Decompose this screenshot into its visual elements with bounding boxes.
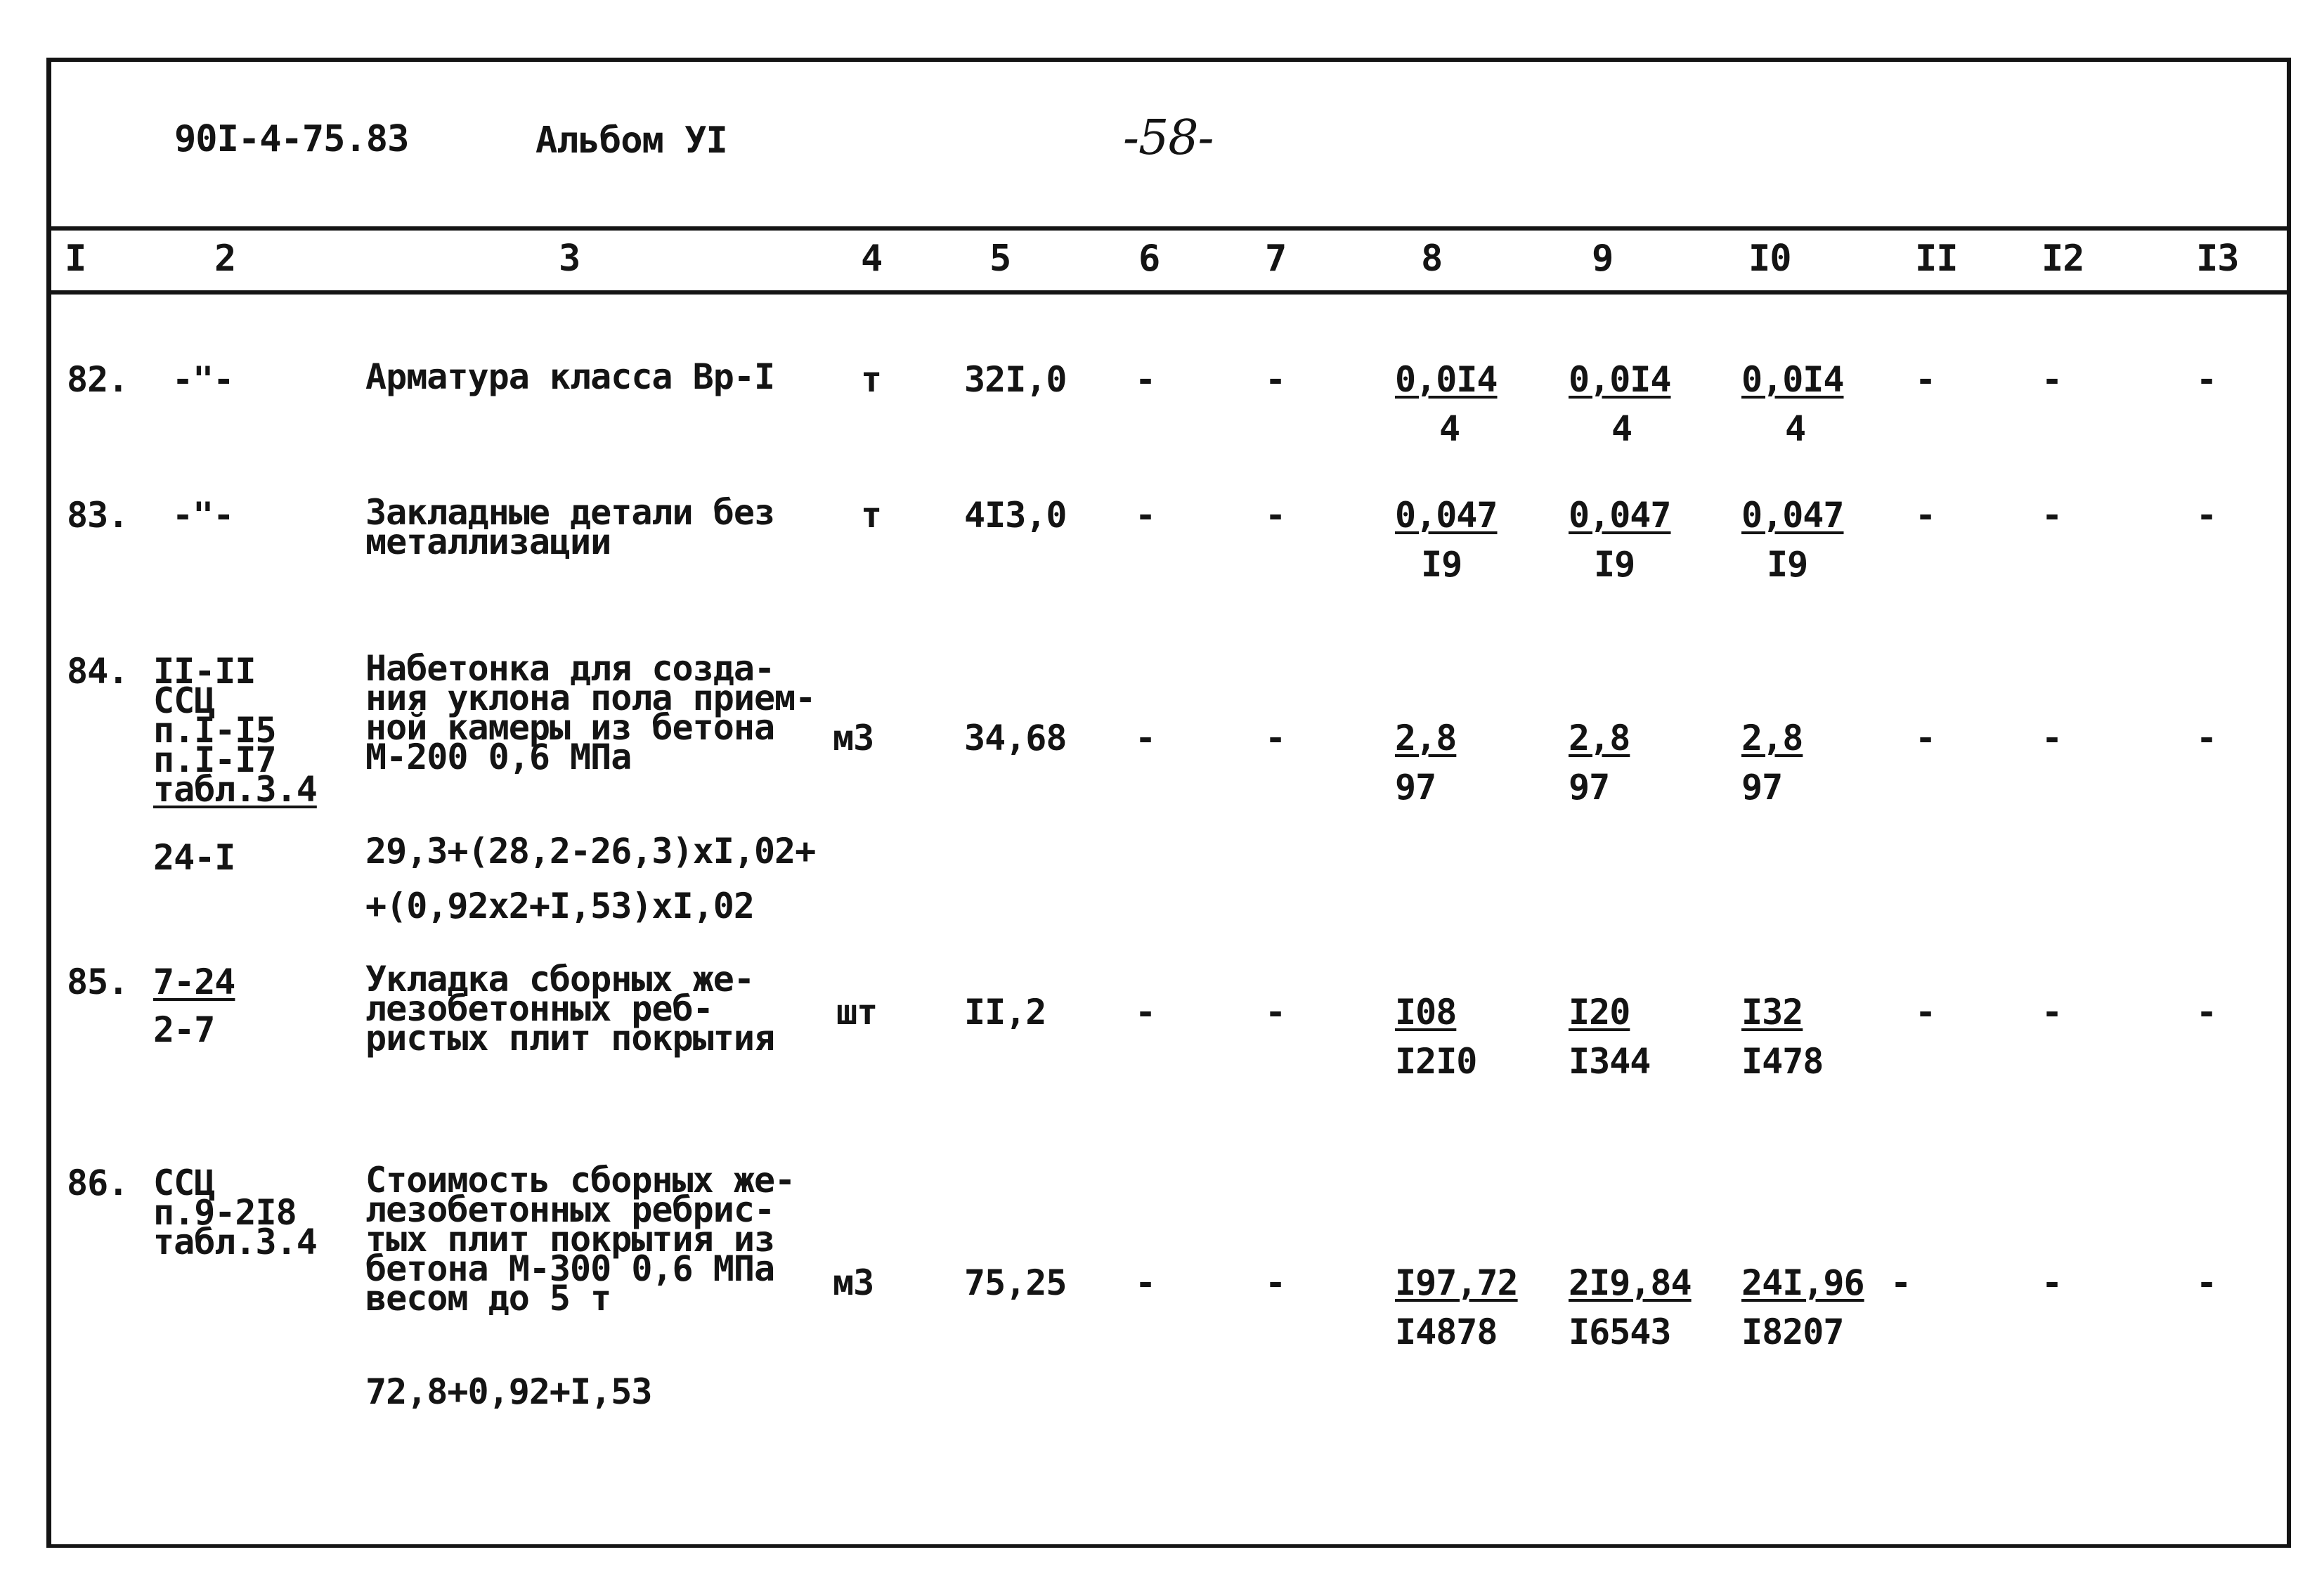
col13-value: - [2196, 1262, 2217, 1303]
col8-top: I08 [1395, 992, 1457, 1033]
col9-bottom: 4 [1611, 408, 1632, 449]
col13-value: - [2196, 992, 2217, 1033]
description: Стоимость сборных же- лезобетонных ребрис- тых плит покрытия из бетона М-300 0,6 МПа весом до 5 т [365, 1160, 796, 1319]
col10-bottom: 4 [1785, 408, 1806, 449]
calculation: 29,3+(28,2-26,3)хI,02+ +(0,92х2+I,53)хI,02 [365, 831, 816, 926]
ref-line: ССЦ [153, 680, 215, 721]
col10-top: 0,0I4 [1741, 359, 1844, 400]
col8-top: 0,047 [1395, 495, 1498, 536]
colnum-10: I0 [1748, 238, 1791, 280]
col9-top: 0,047 [1569, 495, 1671, 536]
header-rule-top [46, 226, 2291, 231]
col12-value: - [2041, 495, 2063, 536]
colnum-7: 7 [1265, 238, 1287, 280]
unit: т [861, 359, 882, 400]
description: Закладные детали без металлизации [365, 492, 775, 562]
ref-line-denominator: 2-7 [153, 1009, 215, 1050]
colnum-13: I3 [2196, 238, 2239, 280]
quantity: 32I,0 [964, 359, 1067, 400]
col10-bottom: I8207 [1741, 1312, 1844, 1352]
col8-top: 2,8 [1395, 718, 1457, 758]
col9-top: 2I9,84 [1569, 1262, 1692, 1303]
colnum-1: I [65, 238, 86, 280]
colnum-12: I2 [2041, 238, 2084, 280]
page-number: -58- [1123, 110, 1214, 166]
col12-value: - [2041, 992, 2063, 1033]
description: Арматура класса Вр-I [365, 356, 775, 397]
col10-bottom: I478 [1741, 1041, 1824, 1082]
row-number: 85. [67, 962, 129, 1002]
col10-top: 24I,96 [1741, 1262, 1864, 1303]
row-number: 83. [67, 495, 129, 536]
ref-line: ССЦ [153, 1163, 215, 1203]
col7-value: - [1265, 992, 1286, 1033]
colnum-11: II [1915, 238, 1958, 280]
col13-value: - [2196, 495, 2217, 536]
col9-top: I20 [1569, 992, 1630, 1033]
unit: шт [836, 992, 878, 1033]
col11-value: - [1890, 1262, 1911, 1303]
header-rule-bottom [46, 290, 2291, 295]
col7-value: - [1265, 718, 1286, 758]
doc-code: 90I-4-75.83 [174, 118, 409, 160]
col13-value: - [2196, 359, 2217, 400]
quantity: 34,68 [964, 718, 1067, 758]
col6-value: - [1135, 992, 1156, 1033]
description: Набетонка для созда- ния уклона пола прием- ной камеры из бетона М-200 0,6 МПа [365, 648, 816, 777]
col8-bottom: I9 [1421, 544, 1462, 585]
col8-bottom: 4 [1439, 408, 1460, 449]
col12-value: - [2041, 359, 2063, 400]
ref-line-numerator: табл.3.4 [153, 769, 317, 810]
description: Укладка сборных же- лезобетонных реб- ристых плит покрытия [365, 959, 775, 1059]
calculation: 72,8+0,92+I,53 [365, 1371, 652, 1412]
colnum-6: 6 [1138, 238, 1160, 280]
ref-line-numerator: 7-24 [153, 962, 235, 1002]
col13-value: - [2196, 718, 2217, 758]
col6-value: - [1135, 1262, 1156, 1303]
col10-bottom: 97 [1741, 767, 1783, 808]
col8-bottom: I2I0 [1395, 1041, 1477, 1082]
quantity: 4I3,0 [964, 495, 1067, 536]
col9-bottom: I9 [1594, 544, 1635, 585]
album-title: Альбом УI [535, 119, 727, 162]
col9-bottom: I6543 [1569, 1312, 1671, 1352]
col9-bottom: I344 [1569, 1041, 1651, 1082]
quantity: 75,25 [964, 1262, 1067, 1303]
colnum-3: 3 [559, 238, 580, 280]
col11-value: - [1915, 718, 1936, 758]
col7-value: - [1265, 495, 1286, 536]
col7-value: - [1265, 1262, 1286, 1303]
colnum-2: 2 [214, 238, 236, 280]
col8-bottom: 97 [1395, 767, 1436, 808]
quantity: II,2 [964, 992, 1046, 1033]
col8-top: I97,72 [1395, 1262, 1518, 1303]
ref-line: п.I-I7 [153, 739, 276, 780]
colnum-4: 4 [861, 238, 883, 280]
page-frame [46, 58, 2291, 1548]
row-number: 86. [67, 1163, 129, 1203]
col10-top: 2,8 [1741, 718, 1803, 758]
col11-value: - [1915, 992, 1936, 1033]
ref-line: п.9-2I8 [153, 1192, 297, 1233]
col9-bottom: 97 [1569, 767, 1610, 808]
unit: м3 [833, 1262, 874, 1303]
col12-value: - [2041, 718, 2063, 758]
row-number: 84. [67, 651, 129, 692]
ref-line: -"- [172, 359, 234, 400]
col10-top: 0,047 [1741, 495, 1844, 536]
ref-line-denominator: 24-I [153, 837, 235, 878]
col8-bottom: I4878 [1395, 1312, 1498, 1352]
ref-line: II-II [153, 651, 256, 692]
colnum-5: 5 [989, 238, 1011, 280]
col9-top: 2,8 [1569, 718, 1630, 758]
ref-line: табл.3.4 [153, 1222, 317, 1262]
col11-value: - [1915, 495, 1936, 536]
ref-line: -"- [172, 495, 234, 536]
col6-value: - [1135, 718, 1156, 758]
colnum-9: 9 [1592, 238, 1614, 280]
col7-value: - [1265, 359, 1286, 400]
col10-bottom: I9 [1767, 544, 1808, 585]
col12-value: - [2041, 1262, 2063, 1303]
unit: м3 [833, 718, 874, 758]
col10-top: I32 [1741, 992, 1803, 1033]
col11-value: - [1915, 359, 1936, 400]
unit: т [861, 495, 882, 536]
col6-value: - [1135, 359, 1156, 400]
col8-top: 0,0I4 [1395, 359, 1498, 400]
col6-value: - [1135, 495, 1156, 536]
col9-top: 0,0I4 [1569, 359, 1671, 400]
ref-line: п.I-I5 [153, 710, 276, 751]
row-number: 82. [67, 359, 129, 400]
colnum-8: 8 [1421, 238, 1443, 280]
